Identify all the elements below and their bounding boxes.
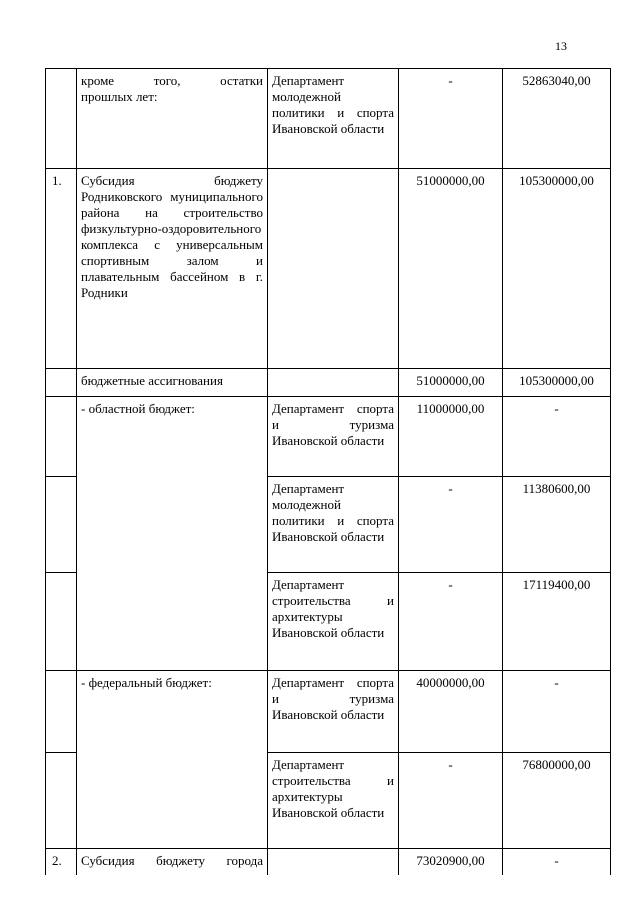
row-amount-2: 52863040,00 <box>503 69 611 169</box>
row-number <box>46 397 77 477</box>
row-amount-1: 51000000,00 <box>399 369 503 397</box>
row-number <box>46 573 77 671</box>
row-department <box>268 369 399 397</box>
row-department: Департамент молодежной политики и спорта Ивановской области <box>268 69 399 169</box>
row-amount-2: 76800000,00 <box>503 753 611 849</box>
row-description: Субсидия бюджету Родниковского муниципального района на строительство физкультурно-оздоровительного комплекса с универсальным спортивным залом и плавательным бассейном в г. Родники <box>77 169 268 369</box>
row-description: кроме того, остатки прошлых лет: <box>77 69 268 169</box>
row-description: Субсидия бюджету города <box>77 849 268 875</box>
table-row <box>46 671 611 753</box>
budget-table <box>45 68 611 875</box>
table-row <box>46 169 611 369</box>
row-amount-2: 11380600,00 <box>503 477 611 573</box>
row-amount-1: - <box>399 477 503 573</box>
row-amount-1: 40000000,00 <box>399 671 503 753</box>
row-description: - федеральный бюджет: <box>77 671 268 849</box>
row-department <box>268 169 399 369</box>
row-department: Департамент спорта и туризма Ивановской области <box>268 397 399 477</box>
row-amount-1: 11000000,00 <box>399 397 503 477</box>
row-department: Департамент спорта и туризма Ивановской области <box>268 671 399 753</box>
row-department: Департамент строительства и архитектуры Ивановской области <box>268 573 399 671</box>
table-row <box>46 369 611 397</box>
row-description: бюджетные ассигнования <box>77 369 268 397</box>
row-amount-2: - <box>503 397 611 477</box>
row-amount-2: - <box>503 671 611 753</box>
row-number <box>46 69 77 169</box>
page-number: 13 <box>555 39 567 53</box>
row-number: 2. <box>46 849 77 875</box>
row-department <box>268 849 399 875</box>
row-amount-2: 105300000,00 <box>503 369 611 397</box>
row-number <box>46 369 77 397</box>
table-row <box>46 69 611 169</box>
row-number: 1. <box>46 169 77 369</box>
row-number <box>46 753 77 849</box>
row-amount-2: 105300000,00 <box>503 169 611 369</box>
row-amount-1: - <box>399 69 503 169</box>
row-description: - областной бюджет: <box>77 397 268 671</box>
row-amount-2: 17119400,00 <box>503 573 611 671</box>
table-row <box>46 849 611 875</box>
row-number <box>46 477 77 573</box>
table-row <box>46 397 611 477</box>
row-number <box>46 671 77 753</box>
row-department: Департамент молодежной политики и спорта Ивановской области <box>268 477 399 573</box>
row-amount-1: - <box>399 753 503 849</box>
row-amount-1: - <box>399 573 503 671</box>
row-amount-1: 73020900,00 <box>399 849 503 875</box>
row-amount-1: 51000000,00 <box>399 169 503 369</box>
row-department: Департамент строительства и архитектуры Ивановской области <box>268 753 399 849</box>
row-amount-2: - <box>503 849 611 875</box>
